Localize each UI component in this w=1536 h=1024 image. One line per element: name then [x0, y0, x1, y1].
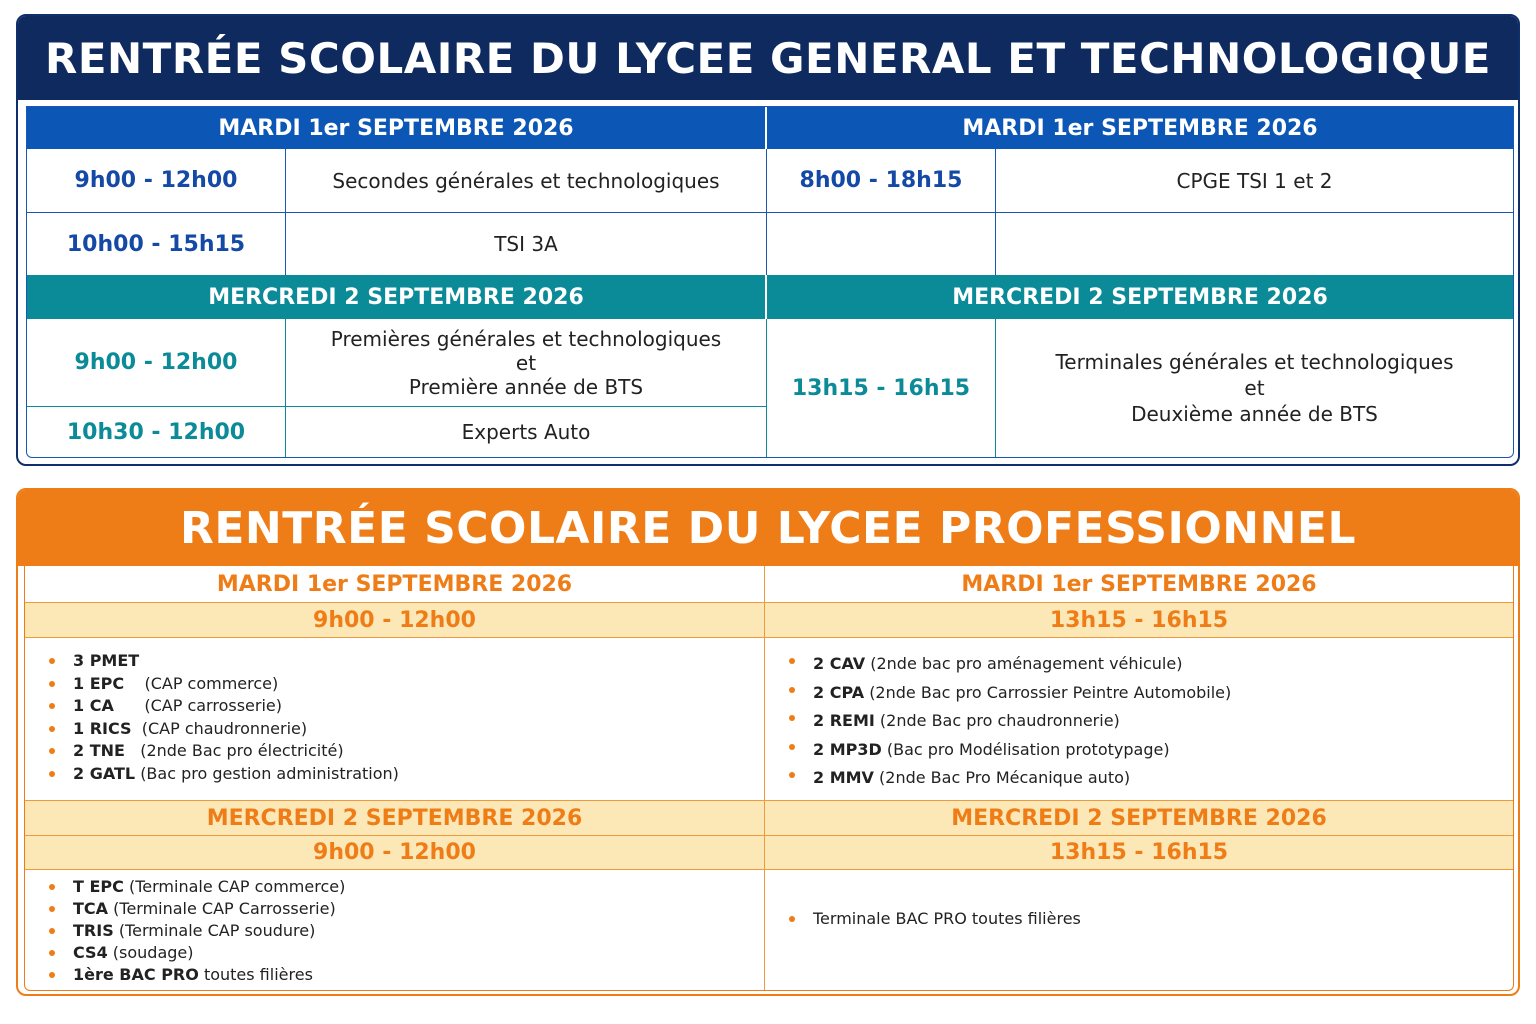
lp-right-day1-header: MARDI 1er SEPTEMBRE 2026 [961, 571, 1317, 597]
list-item: TRIS (Terminale CAP soudure) [45, 920, 745, 942]
list-item: 1ère BAC PRO toutes filières [45, 964, 745, 986]
lgt-section [16, 14, 1520, 466]
list-item: 2 MP3D (Bac pro Modélisation prototypage) [785, 736, 1485, 765]
lp-schedule-table [24, 566, 1514, 991]
lp-right-list2 [785, 908, 1485, 930]
lgt-class [286, 319, 767, 407]
lp-right-time1: 13h15 - 16h15 [765, 602, 1513, 638]
list-item: 2 GATL (Bac pro gestion administration) [45, 763, 745, 786]
lp-right-time2: 13h15 - 16h15 [765, 836, 1513, 870]
lgt-empty-cell [767, 213, 996, 275]
lgt-class-line: Premières générales et technologiques [330, 326, 722, 351]
lp-left-time2: 9h00 - 12h00 [25, 836, 765, 870]
list-item: T EPC (Terminale CAP commerce) [45, 876, 745, 898]
lp-section [16, 488, 1520, 996]
lgt-time: 9h00 - 12h00 [27, 319, 286, 407]
lgt-class [996, 319, 1513, 457]
lp-left-time1: 9h00 - 12h00 [25, 602, 765, 638]
list-item: 1 EPC (CAP commerce) [45, 673, 745, 696]
list-item: 2 CPA (2nde Bac pro Carrossier Peintre Automobile) [785, 679, 1485, 708]
list-item: 2 TNE (2nde Bac pro électricité) [45, 740, 745, 763]
list-item: 1 RICS (CAP chaudronnerie) [45, 718, 745, 741]
lgt-class-line: et [1244, 376, 1265, 400]
lp-left-list2 [45, 876, 745, 986]
lp-right-day2-header: MERCREDI 2 SEPTEMBRE 2026 [765, 800, 1513, 836]
list-item: TCA (Terminale CAP Carrosserie) [45, 898, 745, 920]
lgt-time: 13h15 - 16h15 [767, 319, 996, 457]
lgt-class: CPGE TSI 1 et 2 [996, 149, 1513, 213]
lp-right-list1 [785, 650, 1485, 793]
lp-left-day1-header: MARDI 1er SEPTEMBRE 2026 [25, 566, 765, 602]
list-item: 3 PMET [45, 650, 745, 673]
lgt-time: 10h30 - 12h00 [27, 407, 286, 457]
lgt-left-day1-header: MARDI 1er SEPTEMBRE 2026 [27, 107, 767, 149]
lp-left-list1 [45, 650, 745, 786]
lgt-class: TSI 3A [286, 213, 767, 275]
lgt-class-line: et [515, 350, 537, 375]
lgt-right-day1-header: MARDI 1er SEPTEMBRE 2026 [767, 107, 1513, 149]
list-item: 2 MMV (2nde Bac Pro Mécanique auto) [785, 764, 1485, 793]
lgt-time: 10h00 - 15h15 [27, 213, 286, 275]
lgt-class-line: Première année de BTS [408, 374, 644, 399]
lp-left-day2-header: MERCREDI 2 SEPTEMBRE 2026 [25, 800, 765, 836]
list-item: Terminale BAC PRO toutes filières [785, 908, 1485, 930]
lp-title: RENTRÉE SCOLAIRE DU LYCEE PROFESSIONNEL [18, 490, 1518, 566]
lgt-left-day2-header: MERCREDI 2 SEPTEMBRE 2026 [27, 275, 767, 319]
lgt-class: Secondes générales et technologiques [286, 149, 767, 213]
list-item: CS4 (soudage) [45, 942, 745, 964]
list-item: 2 REMI (2nde Bac pro chaudronnerie) [785, 707, 1485, 736]
lgt-title: RENTRÉE SCOLAIRE DU LYCEE GENERAL ET TECHNOLOGIQUE [18, 16, 1518, 100]
list-item: 2 CAV (2nde bac pro aménagement véhicule) [785, 650, 1485, 679]
lgt-time: 8h00 - 18h15 [767, 149, 996, 213]
lgt-schedule-table [26, 106, 1514, 458]
lgt-class: Experts Auto [286, 407, 767, 457]
lgt-right-day2-header: MERCREDI 2 SEPTEMBRE 2026 [767, 275, 1513, 319]
lgt-time: 9h00 - 12h00 [27, 149, 286, 213]
lgt-class-line: Terminales générales et technologiques [1055, 350, 1454, 374]
lgt-class-line: Deuxième année de BTS [1131, 402, 1378, 426]
lgt-empty-cell [996, 213, 1513, 275]
list-item: 1 CA (CAP carrosserie) [45, 695, 745, 718]
